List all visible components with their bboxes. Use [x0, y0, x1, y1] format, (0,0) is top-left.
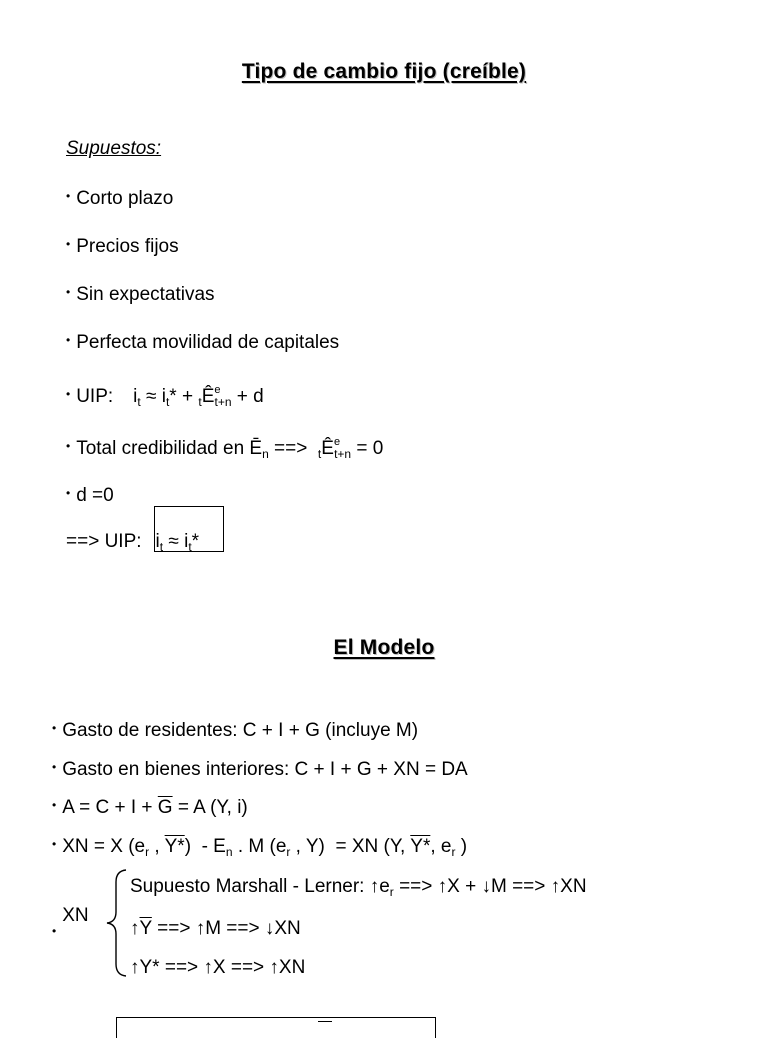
- bullet-icon: •: [66, 285, 71, 299]
- item-text: Perfecta movilidad de capitales: [76, 332, 340, 353]
- list-item-d-zero: [66, 481, 114, 508]
- list-item-precios-fijos: [66, 232, 179, 259]
- formula-text: i: [133, 386, 138, 407]
- list-item-gasto-residentes: [52, 716, 418, 743]
- bullet-icon: •: [66, 387, 71, 401]
- supuestos-heading: Supuestos:: [66, 138, 162, 159]
- bullet-icon: •: [66, 333, 71, 347]
- bullet-icon: •: [52, 924, 57, 938]
- list-item-absorcion: • $A = C + I + \overline{G} = A$ (Y, i): [52, 797, 248, 818]
- bullet-icon: •: [52, 760, 57, 774]
- bullet-icon: •: [66, 189, 71, 203]
- xn-brace-label: $_•$XN: [52, 905, 89, 938]
- formula-text: Total credibilidad en Ē: [76, 438, 263, 459]
- list-item-sin-expectativas: [66, 280, 215, 307]
- bullet-icon: •: [52, 837, 57, 851]
- item-text: d =0: [76, 485, 114, 506]
- list-item-uip: • UIP: $i_t \approx i_t*$ + $_tÊ^e_{t+n} + d$: [66, 384, 264, 409]
- bottom-equation-box: [116, 1017, 436, 1038]
- uip-conclusion: ==> UIP: $i_t \approx i_t*$: [66, 531, 200, 554]
- list-item-corto-plazo: [66, 184, 173, 211]
- section-title-tipo-cambio: Tipo de cambio fijo (creíble): [241, 60, 527, 83]
- section-title-el-modelo: El Modelo: [333, 636, 435, 659]
- conclusion-label: ==> UIP:: [66, 531, 142, 552]
- bullet-icon: •: [66, 237, 71, 251]
- item-text: Precios fijos: [76, 236, 179, 257]
- formula-text: i: [155, 531, 160, 552]
- item-text: Sin expectativas: [76, 284, 215, 305]
- brace-line-marshall-lerner: Supuesto Marshall - Lerner: $↑e_r$ ==> ↑X + ↓M ==> ↑XN: [130, 876, 587, 899]
- item-text: Gasto en bienes interiores: C + I + G + XN = DA: [62, 759, 468, 780]
- left-brace-icon: [104, 868, 130, 978]
- brace-line-renta: $↑\overline{Y}$ ==> ↑M ==> ↓XN: [130, 918, 301, 939]
- list-item-credibilidad: • Total credibilidad en $Ē_n$ ==> $_tÊ^e_{t+n} = 0$: [66, 436, 384, 461]
- item-text: Corto plazo: [76, 188, 174, 209]
- brace-line-renta-exterior: ↑Y* ==> ↑X ==> ↑XN: [130, 957, 306, 978]
- item-text: Gasto de residentes: C + I + G (incluye M): [62, 720, 419, 741]
- list-item-movilidad-capitales: [66, 328, 339, 355]
- list-item-gasto-interiores: [52, 755, 468, 782]
- bullet-icon: •: [66, 439, 71, 453]
- uip-label: UIP:: [76, 386, 114, 407]
- bullet-icon: •: [52, 798, 57, 812]
- list-item-xn: • XN = X ($e_r$ , $Y*) - E_n$ . M ($e_r$ , Y) = XN (Y, Y*, $e_r$ ): [52, 836, 468, 859]
- bullet-icon: •: [52, 721, 57, 735]
- bullet-icon: •: [66, 486, 71, 500]
- overline-mark: [318, 1021, 332, 1022]
- uip-result-box: [154, 506, 224, 552]
